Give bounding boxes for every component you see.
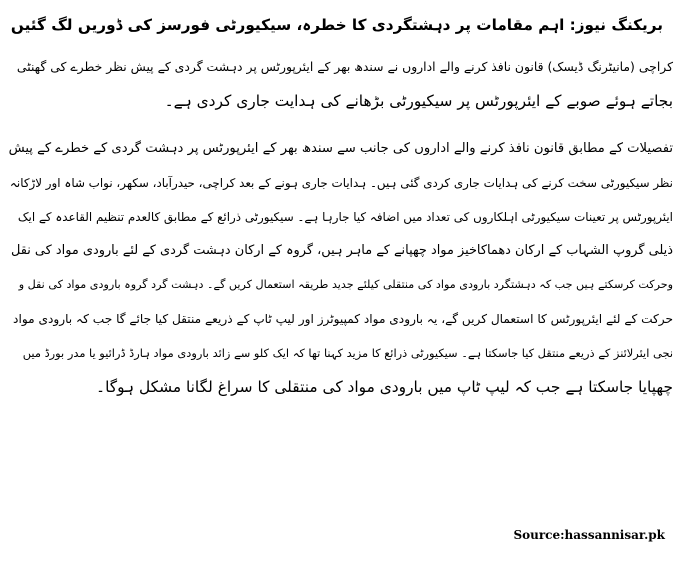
paragraph-line: حرکت کے لئے ایئرپورٹس کا استعمال کریں گے، یہ بارودی مواد کمپیوٹرز اور لیپ ٹاپ کے ذریعے منتقل کیا جائے گا جب کہ بارودی مواد [13, 312, 673, 326]
source-credit: Source:hassannisar.pk [513, 528, 665, 542]
paragraph-details [10, 132, 673, 404]
paragraph-line: بجاتے ہوئے صوبے کے ایئرپورٹس پر سیکیورٹی بڑھانے کی ہدایت جاری کردی ہے۔ [164, 92, 673, 110]
paragraph-intro [10, 50, 673, 118]
paragraph-line: نجی ایئرلائنز کے ذریعے منتقل کیا جاسکتا ہے۔ سیکیورٹی ذرائع کا مزید کہنا تھا کہ ایک کلو سے زائد بارودی مواد ہارڈ ڈرائیو یا مدر بورڈ میں [22, 346, 673, 360]
paragraph-line: وحرکت کرسکتے ہیں جب کہ دہشتگرد بارودی مواد کی منتقلی کیلئے جدید طریقہ استعمال کریں گے۔ دہشت گرد گروہ بارودی مواد کی نقل و [18, 278, 673, 291]
paragraph-line: تفصیلات کے مطابق قانون نافذ کرنے والے اداروں کی جانب سے سندھ بھر کے ایئرپورٹس پر دہشت گردی کے خطرے کے پیش [8, 141, 673, 156]
paragraph-line: ایئرپورٹس پر تعینات سیکیورٹی اہلکاروں کی تعداد میں اضافہ کیا جارہا ہے۔ سیکیورٹی ذرائع کے مطابق کالعدم تنظیم القاعدہ کے ایک [17, 210, 673, 224]
headline: بریکنگ نیوز: اہم مقامات پر دہشتگردی کا خطرہ، سیکیورٹی فورسز کی ڈوریں لگ گئیں [10, 16, 663, 34]
paragraph-line: کراچی (مانیٹرنگ ڈیسک) قانون نافذ کرنے والے اداروں نے سندھ بھر کے ایئرپورٹس پر دہشت گردی کے پیش نظر خطرے کی گھنٹی [16, 59, 673, 74]
paragraph-line: نظر سیکیورٹی سخت کرنے کی ہدایات جاری کردی گئی ہیں۔ ہدایات جاری ہونے کے بعد کراچی، حیدرآباد، سکھر، نواب شاہ اور لاڑکانہ [9, 176, 673, 190]
paragraph-line: ذیلی گروپ الشہاب کے ارکان دھماکاخیز مواد چھپانے کے ماہر ہیں، گروہ کے ارکان دہشت گردی کے لئے بارودی مواد کی نقل [10, 243, 673, 258]
paragraph-line: چھپایا جاسکتا ہے جب کہ لیپ ٹاپ میں بارودی مواد کی منتقلی کا سراغ لگانا مشکل ہوگا۔ [96, 378, 673, 396]
